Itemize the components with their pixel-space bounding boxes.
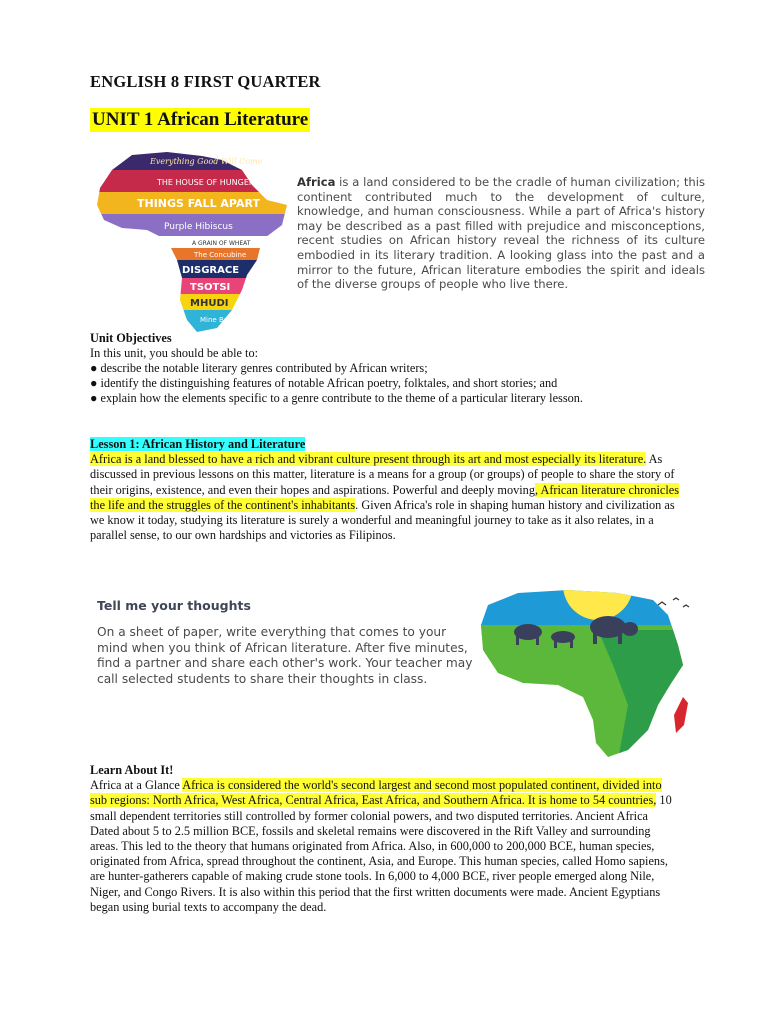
thoughts-box (97, 598, 477, 687)
book-title: The Concubine (194, 251, 247, 259)
book-title: Everything Good Will Come (150, 157, 263, 166)
book-title: THE HOUSE OF HUNGER (157, 178, 255, 187)
lesson-text-1: As discussed in previous lessons on this matter, literature is a means for a group (or groups) of people to share the story of their origins, existence, and even their hopes and aspirations. Powerful and deeply moving (90, 452, 675, 497)
page-title: ENGLISH 8 FIRST QUARTER (90, 72, 321, 91)
madagascar-icon (674, 697, 688, 733)
objective-item: ● identify the distinguishing features of notable African poetry, folktales, and short stories; and (90, 376, 558, 390)
learn-text-0: Africa at a Glance (90, 778, 183, 793)
thoughts-heading: Tell me your thoughts (97, 598, 251, 613)
africa-books-map (92, 150, 292, 335)
objective-item: ● explain how the elements specific to a genre contribute to the theme of a particular literary lesson. (90, 391, 583, 405)
lesson-heading: Lesson 1: African History and Literature (90, 437, 306, 451)
book-title: Mine Boy (200, 316, 233, 324)
lesson-highlight-1: Africa is a land blessed to have a rich and vibrant culture present through its art and most especially its literature. (90, 452, 647, 467)
intro-text: is a land considered to be the cradle of human civilization; this continent contributed much to the development of culture, knowledge, and human consciousness. While a part of Africa's history may be described as a past filled with prejudice and misconceptions, recent studies on African history reveal the richness of its culture embodied in its literary tradition. A looking glass into the past and a mirror to the future, African literature embodies the spirit and ideals of the diverse groups of people who live there. (297, 175, 705, 292)
intro-lead: Africa (297, 175, 336, 189)
objectives-heading: Unit Objectives (90, 331, 172, 345)
book-title: DISGRACE (182, 265, 240, 276)
unit-title: UNIT 1 African Literature (92, 109, 309, 130)
book-title: THINGS FALL APART (137, 197, 260, 210)
lesson-highlight-2: , African literature chronicles the life and the struggles of the continent's inhabitants (90, 482, 680, 512)
learn-section (90, 763, 680, 915)
africa-animals-map (478, 585, 700, 760)
objective-item: ● describe the notable literary genres contributed by African writers; (90, 361, 428, 375)
book-title: Purple Hibiscus (164, 222, 233, 232)
book-title: MHUDI (190, 298, 229, 309)
lesson-section (90, 437, 680, 543)
book-title: A GRAIN OF WHEAT (192, 240, 251, 247)
learn-highlight: Africa is considered the world's second largest and second most populated continent, divided into sub regions: North Africa, West Africa, Central Africa, East Africa, and Southern Africa. It is home to 54 countries, (90, 778, 662, 808)
thoughts-text: On a sheet of paper, write everything that comes to your mind when you think of African literature. After five minutes, find a partner and share each other's work. Your teacher may call selected students to share their thoughts in class. (97, 625, 473, 686)
book-title: TSOTSI (190, 282, 231, 293)
objectives-intro: In this unit, you should be able to: (90, 346, 259, 360)
unit-objectives (90, 331, 670, 406)
africa-intro-paragraph (297, 175, 705, 292)
learn-text-1: 10 small dependent territories still controlled by former colonial powers, and two disputed territories. Ancient Africa Dated about 5 to 2.5 million BCE, fossils and skeletal remains were discovered in the Rift Valley and surrounding areas. This led to the theory that humans originated from Africa. Also, in 600,000 to 200,000 BCE, human species, originated from Africa, spread throughout the continent, Asia, and Europe. This human species, called Homo sapiens, are hunter-gatherers capable of making crude stone tools. In 6,000 to 4,000 BCE, river people emerged along Nile, Niger, and Congo Rivers. It is also within this period that the first written documents were made. Ancient Egyptians began using burial texts to accompany the dead. (90, 793, 672, 914)
learn-heading: Learn About It! (90, 763, 174, 777)
lesson-text-2: . Given Africa's role in shaping human history and civilization as we know it today, studying its literature is surely a wonderful and meaningful journey to take as it also relates, in a parallel sense, to our own hardships and victories as Filipinos. (90, 497, 675, 543)
